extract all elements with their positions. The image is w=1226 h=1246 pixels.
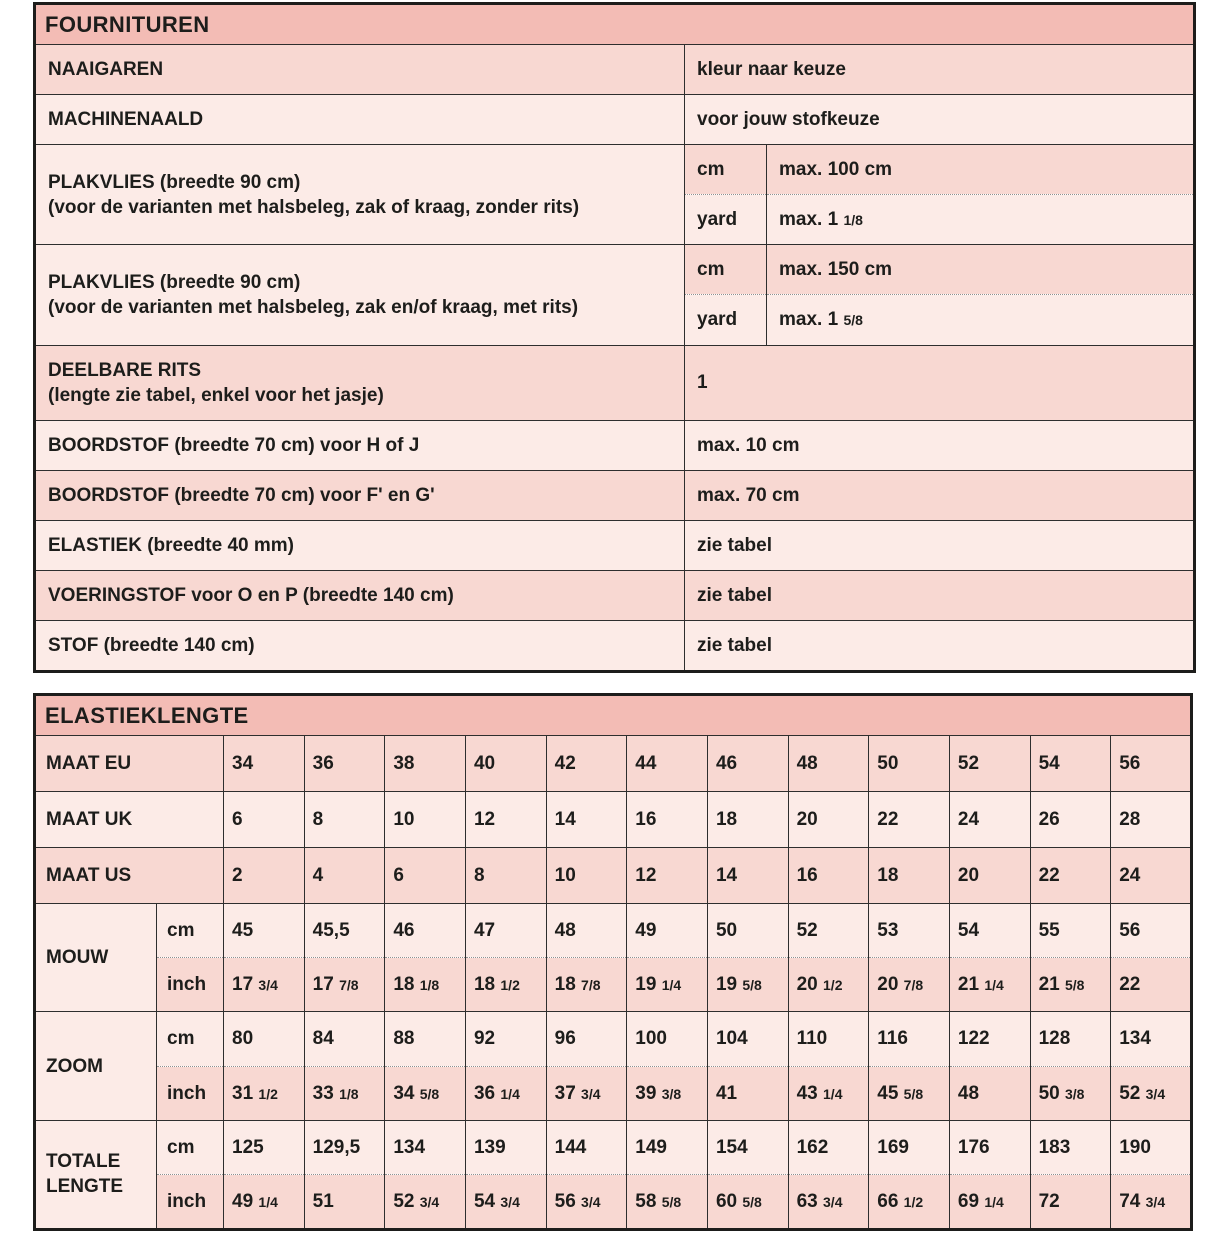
fournituren-title: FOURNITUREN [35,4,1195,45]
size-value-cell: 10 [385,792,466,848]
measure-value-cell: 45 5/8 [869,1066,950,1120]
unit-label: yard [685,295,767,345]
measure-value-cell: 17 7/8 [304,958,385,1012]
measure-value-cell: 162 [788,1120,869,1174]
measure-value-cell: 54 [949,904,1030,958]
measure-value-cell: 183 [1030,1120,1111,1174]
supply-value: max. 100 cm [767,145,1195,195]
size-label: MAAT UK [35,792,224,848]
measure-value-cell: 80 [224,1012,305,1066]
size-value-cell: 28 [1111,792,1192,848]
supply-label [35,245,685,345]
measure-value-cell: 20 7/8 [869,958,950,1012]
measure-value-cell: 110 [788,1012,869,1066]
measure-value-cell: 21 5/8 [1030,958,1111,1012]
elastieklengte-title-row [35,695,1192,736]
size-value-cell: 26 [1030,792,1111,848]
supply-value: max. 1 5/8 [767,295,1195,345]
measure-value-cell: 50 3/8 [1030,1066,1111,1120]
measure-value-cell: 51 [304,1174,385,1229]
supply-label-name: PLAKVLIES (breedte 90 cm) [48,171,301,193]
measure-value-cell: 46 [385,904,466,958]
elastieklengte-title: ELASTIEKLENGTE [35,695,1192,736]
measure-value-cell: 49 1/4 [224,1174,305,1229]
size-value-cell: 36 [304,736,385,792]
size-value-cell: 12 [627,848,708,904]
measure-value-cell: 45,5 [304,904,385,958]
supply-label: ELASTIEK (breedte 40 mm) [35,520,685,570]
measure-value-cell: 56 [1111,904,1192,958]
measure-value-cell: 128 [1030,1012,1111,1066]
measure-value-cell: 48 [546,904,627,958]
measure-value-cell: 129,5 [304,1120,385,1174]
supply-label [35,145,685,245]
size-value-cell: 8 [304,792,385,848]
unit-label: inch [157,1066,224,1120]
measure-value-cell: 22 [1111,958,1192,1012]
measure-value-cell: 55 [1030,904,1111,958]
measure-value-cell: 31 1/2 [224,1066,305,1120]
measure-value-cell: 20 1/2 [788,958,869,1012]
size-value-cell: 18 [869,848,950,904]
supply-row-boordstof-h-j [35,420,1195,470]
supply-row-elastiek [35,520,1195,570]
size-value-cell: 22 [869,792,950,848]
measure-row-totale-lengte-inch [35,1174,1192,1229]
measure-label: ZOOM [35,1012,157,1120]
measure-value-cell: 72 [1030,1174,1111,1229]
size-value-cell: 14 [707,848,788,904]
measure-value-cell: 53 [869,904,950,958]
supply-label-name: DEELBARE RITS [48,359,202,381]
fournituren-title-row [35,4,1195,45]
supply-row-stof [35,620,1195,671]
measure-value-cell: 52 [788,904,869,958]
measure-value-cell: 69 1/4 [949,1174,1030,1229]
supply-value: voor jouw stofkeuze [685,95,1195,145]
measure-value-cell: 34 5/8 [385,1066,466,1120]
supply-label-note: (voor de varianten met halsbeleg, zak en/of kraag, met rits) [48,296,579,318]
unit-label: cm [157,904,224,958]
measure-value-cell: 60 5/8 [707,1174,788,1229]
measure-value-cell: 144 [546,1120,627,1174]
supply-value: kleur naar keuze [685,45,1195,95]
measure-value-cell: 18 1/8 [385,958,466,1012]
measure-value-cell: 36 1/4 [465,1066,546,1120]
supply-label: MACHINENAALD [35,95,685,145]
size-value-cell: 44 [627,736,708,792]
size-value-cell: 56 [1111,736,1192,792]
measure-value-cell: 139 [465,1120,546,1174]
supply-row-machinenaald [35,95,1195,145]
supply-value: zie tabel [685,520,1195,570]
size-value-cell: 38 [385,736,466,792]
size-label: MAAT US [35,848,224,904]
measure-value-cell: 92 [465,1012,546,1066]
supply-label: BOORDSTOF (breedte 70 cm) voor H of J [35,420,685,470]
measure-value-cell: 154 [707,1120,788,1174]
size-label: MAAT EU [35,736,224,792]
size-value-cell: 22 [1030,848,1111,904]
supply-value: max. 70 cm [685,470,1195,520]
size-row-us [35,848,1192,904]
measure-value-cell: 19 1/4 [627,958,708,1012]
size-value-cell: 6 [224,792,305,848]
measure-value-cell: 19 5/8 [707,958,788,1012]
size-value-cell: 48 [788,736,869,792]
measure-value-cell: 18 7/8 [546,958,627,1012]
measure-value-cell: 88 [385,1012,466,1066]
unit-label: cm [685,245,767,295]
unit-label: cm [685,145,767,195]
size-value-cell: 24 [949,792,1030,848]
supply-label: STOF (breedte 140 cm) [35,620,685,671]
supply-row-voeringstof [35,570,1195,620]
size-value-cell: 14 [546,792,627,848]
measure-value-cell: 21 1/4 [949,958,1030,1012]
measure-value-cell: 33 1/8 [304,1066,385,1120]
measure-value-cell: 116 [869,1012,950,1066]
supply-value: max. 150 cm [767,245,1195,295]
measure-value-cell: 74 3/4 [1111,1174,1192,1229]
measure-value-cell: 37 3/4 [546,1066,627,1120]
size-value-cell: 40 [465,736,546,792]
size-value-cell: 50 [869,736,950,792]
supply-row-boordstof-f-g [35,470,1195,520]
supply-value: 1 [685,345,1195,420]
unit-label: cm [157,1012,224,1066]
unit-label: inch [157,958,224,1012]
measure-value-cell: 52 3/4 [385,1174,466,1229]
supply-value: max. 1 1/8 [767,195,1195,245]
supply-label-note: (lengte zie tabel, enkel voor het jasje) [48,384,384,406]
size-value-cell: 10 [546,848,627,904]
measure-value-cell: 43 1/4 [788,1066,869,1120]
measure-row-totale-lengte-cm [35,1120,1192,1174]
size-value-cell: 6 [385,848,466,904]
measure-value-cell: 134 [1111,1012,1192,1066]
supply-label: BOORDSTOF (breedte 70 cm) voor F' en G' [35,470,685,520]
unit-label: inch [157,1174,224,1229]
size-value-cell: 8 [465,848,546,904]
measure-value-cell: 84 [304,1012,385,1066]
measure-value-cell: 125 [224,1120,305,1174]
size-row-eu [35,736,1192,792]
size-value-cell: 54 [1030,736,1111,792]
supply-row-deelbare-rits [35,345,1195,420]
measure-value-cell: 149 [627,1120,708,1174]
size-value-cell: 46 [707,736,788,792]
supply-row-naaigaren [35,45,1195,95]
size-value-cell: 20 [949,848,1030,904]
measure-value-cell: 100 [627,1012,708,1066]
measure-value-cell: 52 3/4 [1111,1066,1192,1120]
size-value-cell: 12 [465,792,546,848]
supply-row-plakvlies-zonder-rits [35,145,1195,195]
measure-value-cell: 104 [707,1012,788,1066]
measure-value-cell: 47 [465,904,546,958]
measure-row-zoom-inch [35,1066,1192,1120]
measure-value-cell: 39 3/8 [627,1066,708,1120]
measure-value-cell: 134 [385,1120,466,1174]
supply-label-note: (voor de varianten met halsbeleg, zak of kraag, zonder rits) [48,196,580,218]
measure-value-cell: 63 3/4 [788,1174,869,1229]
supply-value: max. 10 cm [685,420,1195,470]
measure-value-cell: 17 3/4 [224,958,305,1012]
supply-label: VOERINGSTOF voor O en P (breedte 140 cm) [35,570,685,620]
measure-value-cell: 54 3/4 [465,1174,546,1229]
measure-value-cell: 48 [949,1066,1030,1120]
measure-label: TOTALE LENGTE [35,1120,157,1229]
fournituren-table [33,2,1196,673]
supply-row-plakvlies-met-rits [35,245,1195,295]
size-value-cell: 34 [224,736,305,792]
measure-value-cell: 66 1/2 [869,1174,950,1229]
measure-value-cell: 49 [627,904,708,958]
measure-value-cell: 45 [224,904,305,958]
measure-value-cell: 176 [949,1120,1030,1174]
measure-value-cell: 58 5/8 [627,1174,708,1229]
supply-label-name: PLAKVLIES (breedte 90 cm) [48,271,301,293]
measure-value-cell: 169 [869,1120,950,1174]
unit-label: yard [685,195,767,245]
measure-value-cell: 122 [949,1012,1030,1066]
size-value-cell: 18 [707,792,788,848]
measure-value-cell: 190 [1111,1120,1192,1174]
unit-label: cm [157,1120,224,1174]
size-value-cell: 24 [1111,848,1192,904]
measure-value-cell: 41 [707,1066,788,1120]
size-value-cell: 2 [224,848,305,904]
supply-label: NAAIGAREN [35,45,685,95]
supply-label [35,345,685,420]
size-value-cell: 16 [627,792,708,848]
supply-value: zie tabel [685,570,1195,620]
size-value-cell: 52 [949,736,1030,792]
size-row-uk [35,792,1192,848]
measure-label: MOUW [35,904,157,1012]
measure-value-cell: 18 1/2 [465,958,546,1012]
measure-value-cell: 50 [707,904,788,958]
size-value-cell: 20 [788,792,869,848]
measure-row-mouw-cm [35,904,1192,958]
measure-value-cell: 56 3/4 [546,1174,627,1229]
size-value-cell: 42 [546,736,627,792]
supply-value: zie tabel [685,620,1195,671]
measure-row-mouw-inch [35,958,1192,1012]
size-value-cell: 4 [304,848,385,904]
measure-value-cell: 96 [546,1012,627,1066]
measure-row-zoom-cm [35,1012,1192,1066]
size-value-cell: 16 [788,848,869,904]
elastieklengte-table [33,693,1193,1231]
